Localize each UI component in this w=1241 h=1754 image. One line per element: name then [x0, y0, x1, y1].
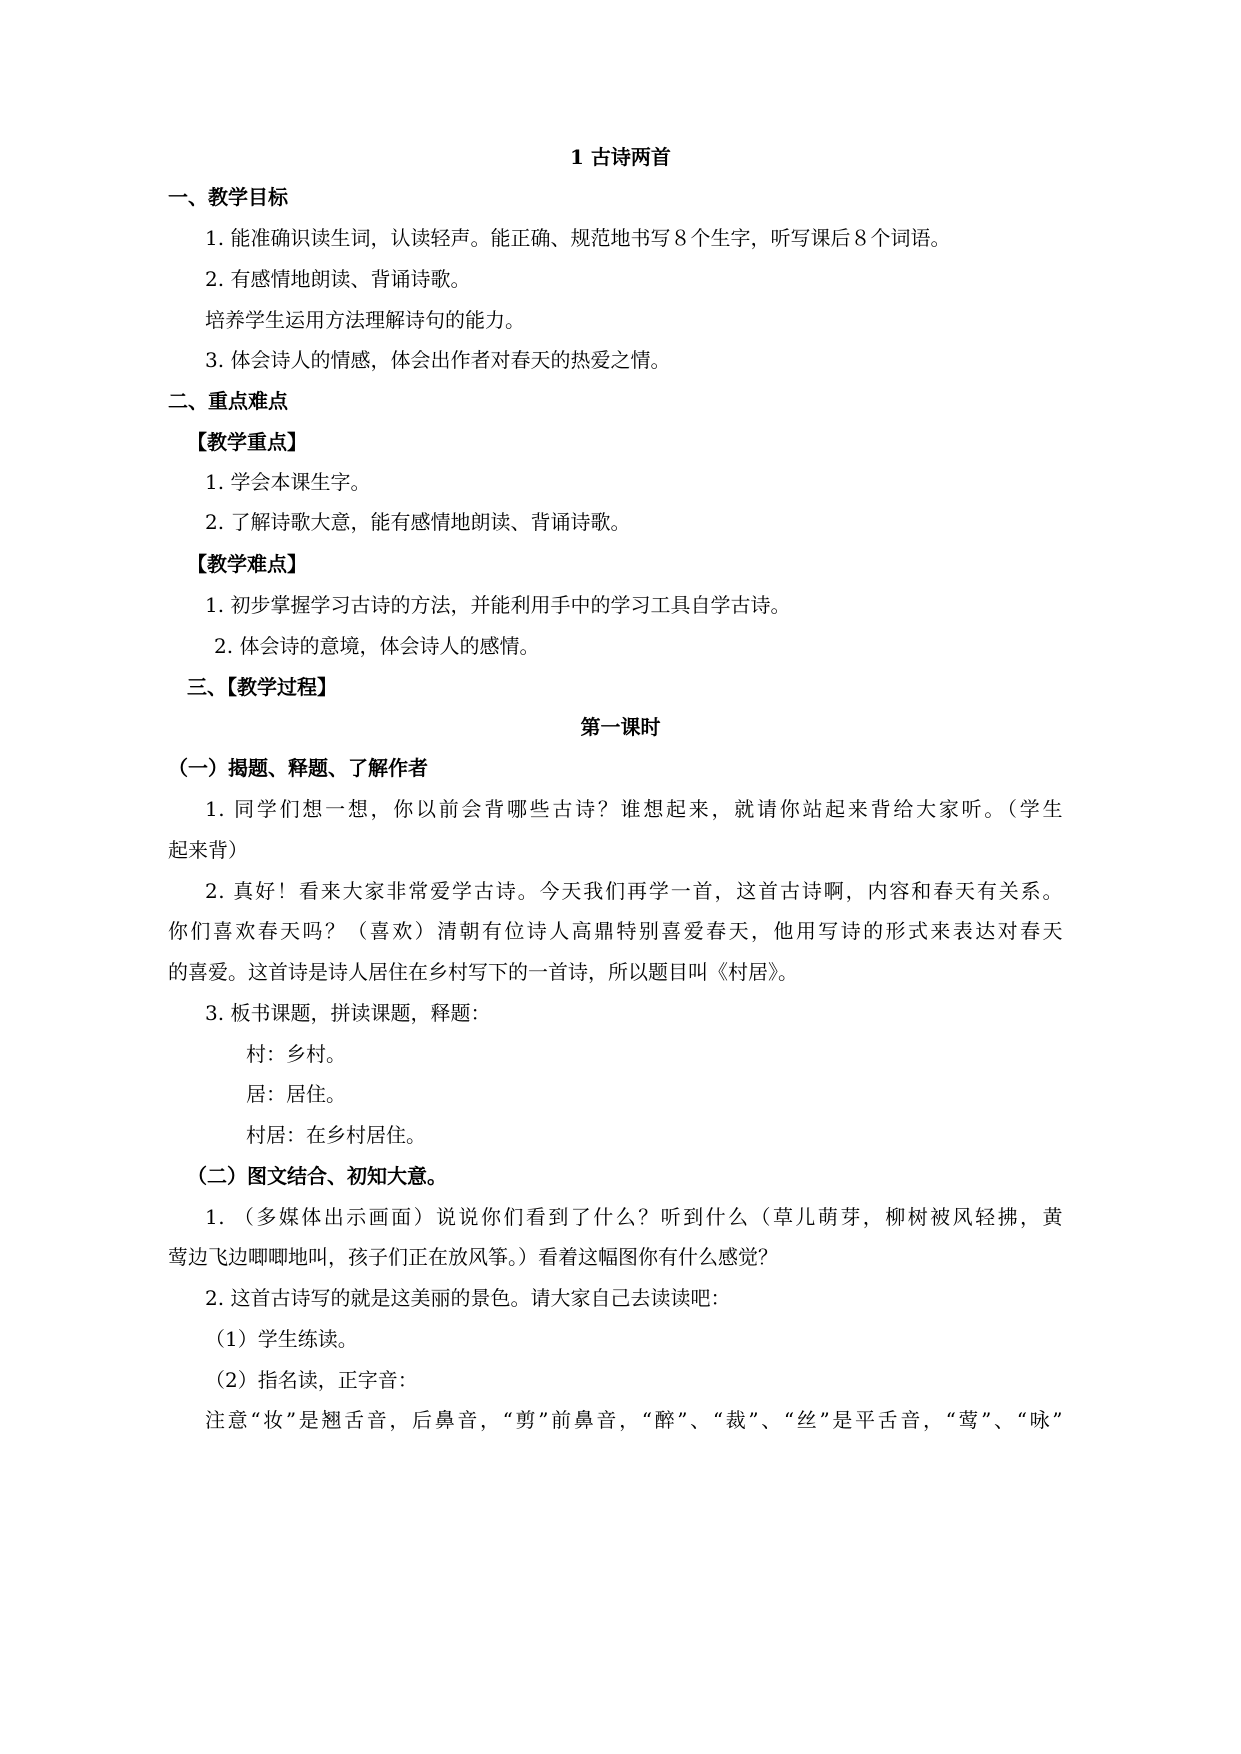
paragraph-line: 3. 板书课题，拼读课题，释题：	[205, 1001, 491, 1025]
part-heading-intro: （一）揭题、释题、了解作者	[168, 756, 428, 780]
document-title: 1 古诗两首	[570, 145, 671, 169]
subheading-teaching-difficulty: 【教学难点】	[187, 552, 307, 576]
paragraph-line: 1. （多媒体出示画面）说说你们看到了什么？听到什么（草儿萌芽，柳树被风轻拂，黄	[205, 1205, 1063, 1229]
definition-item: 村居：在乡村居住。	[246, 1123, 426, 1147]
definition-item: 村：乡村。	[246, 1042, 346, 1066]
focus-item: 2. 了解诗歌大意，能有感情地朗读、背诵诗歌。	[205, 510, 631, 534]
objective-item: 3. 体会诗人的情感，体会出作者对春天的热爱之情。	[205, 348, 671, 372]
objective-item: 1. 能准确识读生词，认读轻声。能正确、规范地书写８个生字，听写课后８个词语。	[205, 226, 951, 250]
section-heading-objectives: 一、教学目标	[168, 185, 288, 209]
paragraph-line: 2. 这首古诗写的就是这美丽的景色。请大家自己去读读吧：	[205, 1286, 731, 1310]
paragraph-line: 你们喜欢春天吗？（喜欢）清朝有位诗人高鼎特别喜爱春天，他用写诗的形式来表达对春天	[168, 919, 1063, 943]
paragraph-line: 1. 同学们想一想，你以前会背哪些古诗？谁想起来，就请你站起来背给大家听。（学生	[205, 797, 1063, 821]
section-heading-process: 三、【教学过程】	[187, 675, 337, 699]
objective-item: 2. 有感情地朗读、背诵诗歌。	[205, 267, 471, 291]
paragraph-line: 2. 真好！看来大家非常爱学古诗。今天我们再学一首，这首古诗啊，内容和春天有关系。	[205, 879, 1063, 903]
objective-item: 培养学生运用方法理解诗句的能力。	[205, 308, 525, 332]
step-item: （2）指名读，正字音：	[205, 1368, 418, 1392]
paragraph-line: 的喜爱。这首诗是诗人居住在乡村写下的一首诗，所以题目叫《村居》。	[168, 960, 798, 984]
section-heading-key-points: 二、重点难点	[168, 389, 288, 413]
difficulty-item: 1. 初步掌握学习古诗的方法，并能利用手中的学习工具自学古诗。	[205, 593, 791, 617]
subheading-teaching-focus: 【教学重点】	[187, 430, 307, 454]
focus-item: 1. 学会本课生字。	[205, 470, 371, 494]
step-item: （1）学生练读。	[205, 1327, 358, 1351]
paragraph-line: 莺边飞边唧唧地叫，孩子们正在放风筝。）看着这幅图你有什么感觉？	[168, 1245, 778, 1269]
part-heading-picture-text: （二）图文结合、初知大意。	[187, 1164, 447, 1188]
paragraph-line: 注意“妆”是翘舌音，后鼻音，“剪”前鼻音，“醉”、“裁”、“丝”是平舌音，“莺”、“咏”	[205, 1408, 1063, 1432]
lesson-period-title: 第一课时	[580, 715, 661, 739]
difficulty-item: 2. 体会诗的意境，体会诗人的感情。	[214, 634, 540, 658]
definition-item: 居：居住。	[246, 1082, 346, 1106]
paragraph-line: 起来背）	[168, 838, 248, 862]
